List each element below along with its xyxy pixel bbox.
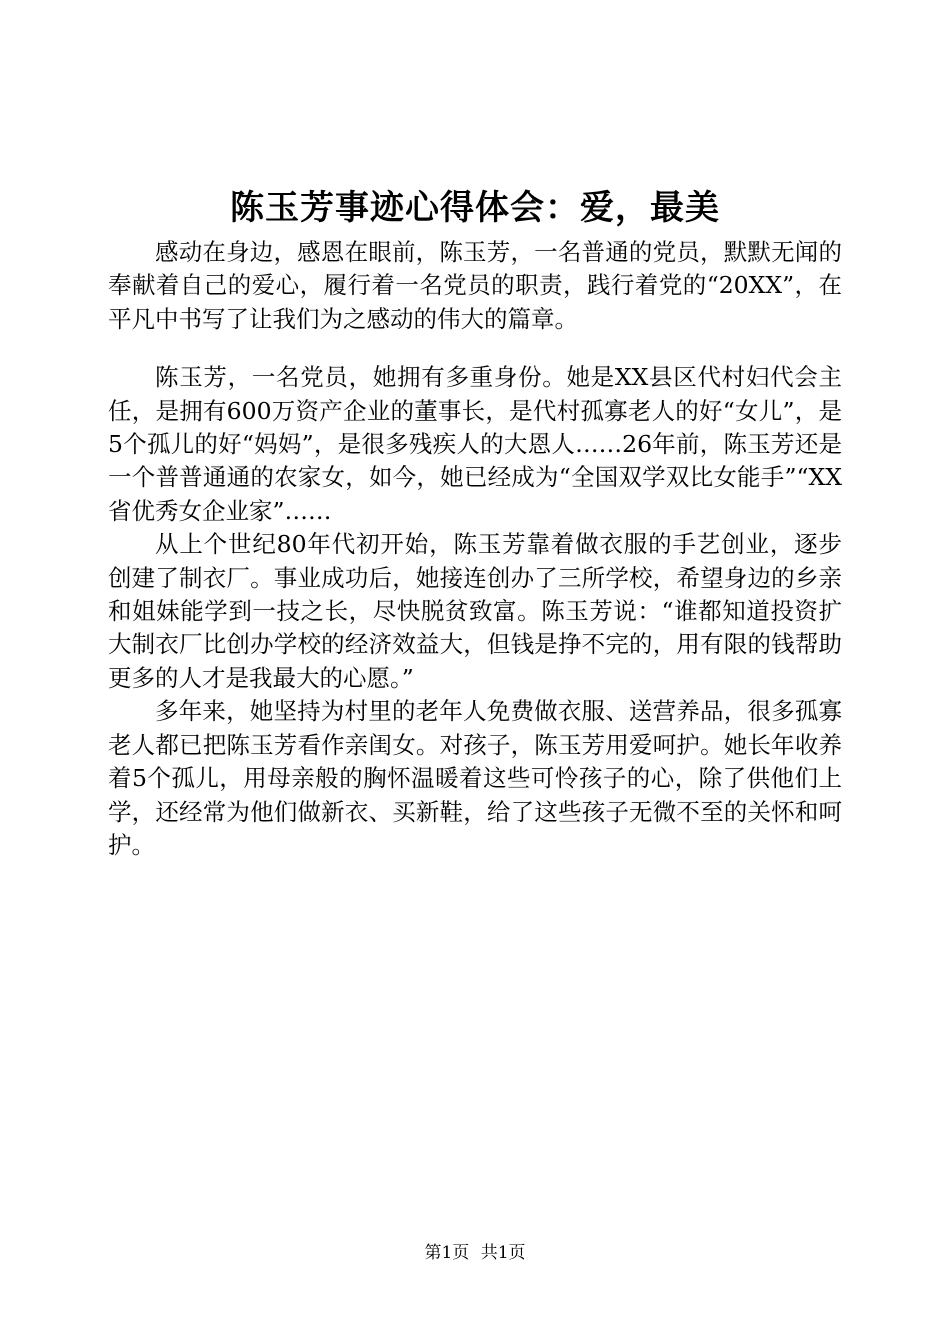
page-footer <box>0 1242 950 1264</box>
paragraph-career: 从上个世纪80年代初开始，陈玉芳靠着做衣服的手艺创业，逐步创建了制衣厂。事业成功后，她接连创办了三所学校，希望身边的乡亲和姐妹能学到一技之长，尽快脱贫致富。陈玉芳说：“谁都知道投资扩大制衣厂比创办学校的经济效益大，但钱是挣不完的，用有限的钱帮助更多的人才是我最大的心愿。” <box>108 530 842 692</box>
document-title: 陈玉芳事迹心得体会：爱，最美 <box>230 188 720 228</box>
paragraph-intro: 感动在身边，感恩在眼前，陈玉芳，一名普通的党员，默默无闻的奉献着自己的爱心，履行着一名党员的职责，践行着党的“20XX”，在平凡中书写了让我们为之感动的伟大的篇章。 <box>108 238 842 333</box>
page-number: 第1页 <box>424 1243 470 1263</box>
page-total: 共1页 <box>480 1243 526 1263</box>
paragraph-care: 多年来，她坚持为村里的老年人免费做衣服、送营养品，很多孤寡老人都已把陈玉芳看作亲闺女。对孩子，陈玉芳用爱呵护。她长年收养着5个孤儿，用母亲般的胸怀温暖着这些可怜孩子的心，除了供他们上学，还经常为他们做新衣、买新鞋，给了这些孩子无微不至的关怀和呵护。 <box>108 697 842 859</box>
paragraph-identity: 陈玉芳，一名党员，她拥有多重身份。她是XX县区代村妇代会主任，是拥有600万资产企业的董事长，是代村孤寡老人的好“女儿”，是5个孤儿的好“妈妈”，是很多残疾人的大恩人……26年前，陈玉芳还是一个普普通通的农家女，如今，她已经成为“全国双学双比女能手”“XX省优秀女企业家”…… <box>108 363 842 525</box>
document-body <box>108 236 842 862</box>
